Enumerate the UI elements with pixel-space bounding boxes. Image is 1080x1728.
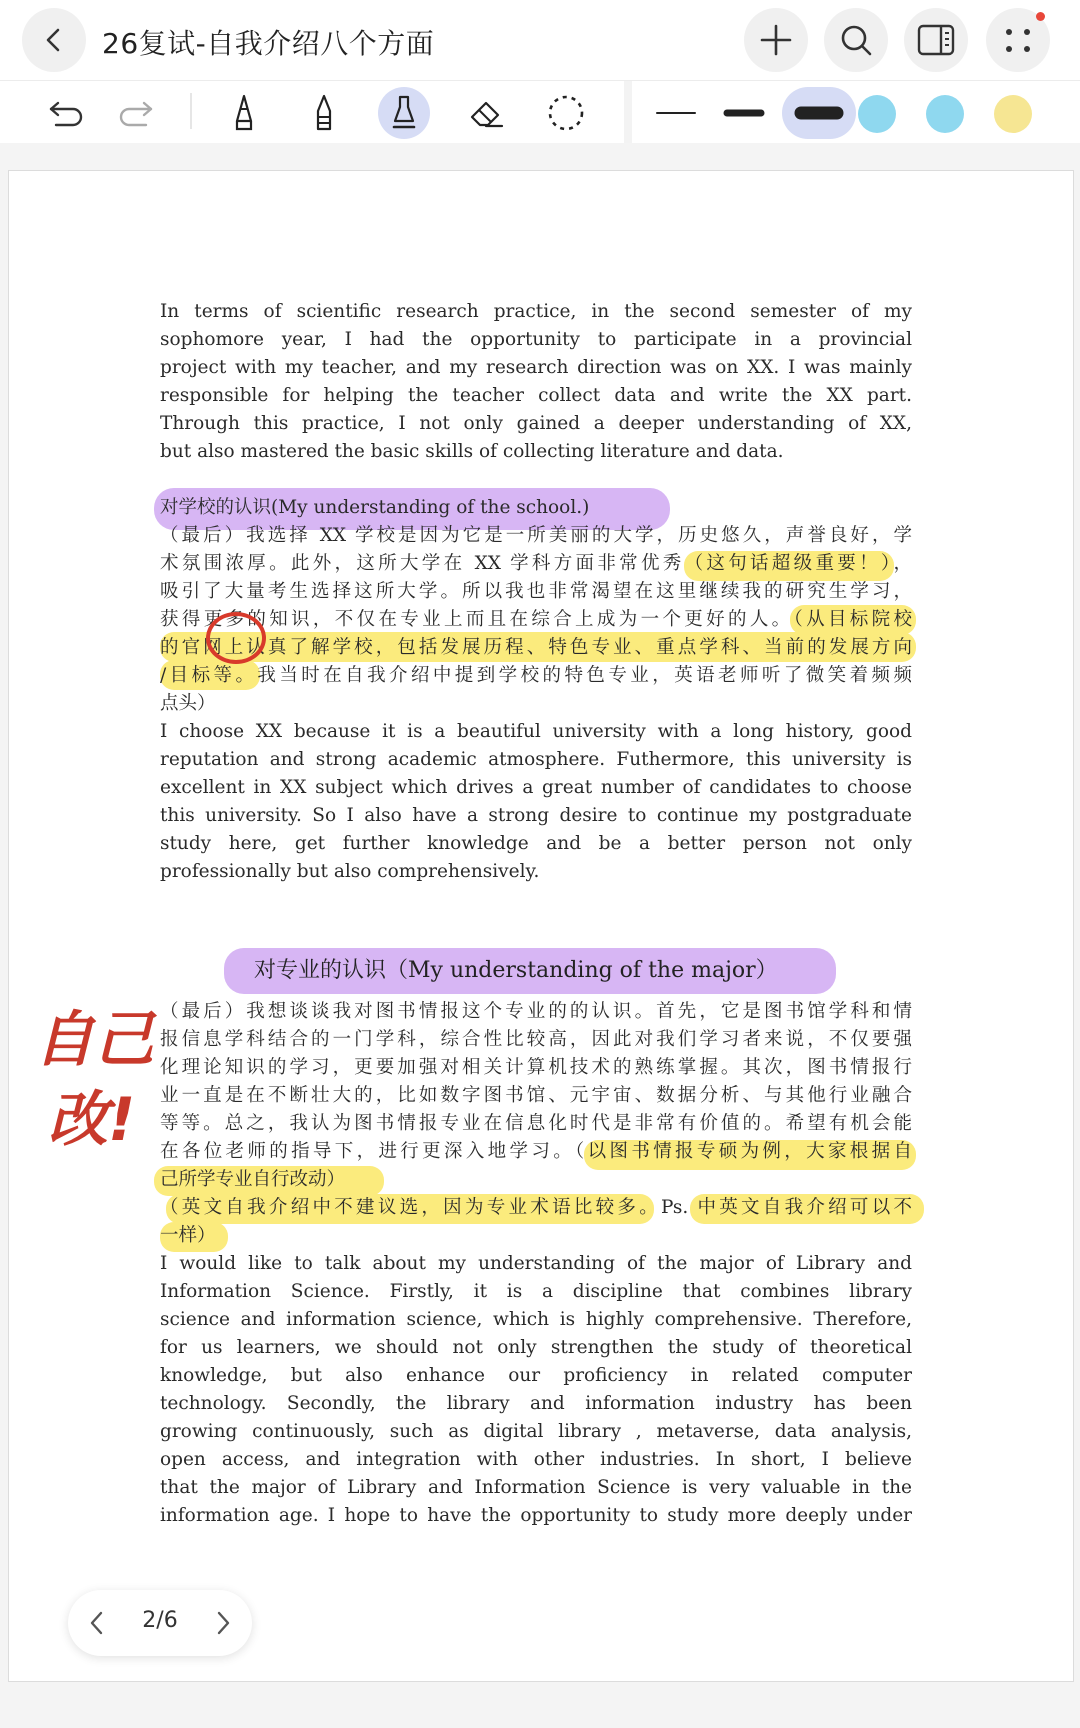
text-line: I choose XX because it is a beautiful university with a long history, good	[160, 721, 912, 742]
stroke-medium-icon	[722, 106, 766, 120]
text-line: science and information science, which is highly comprehensive. Therefore,	[160, 1309, 912, 1330]
plus-icon	[758, 22, 794, 58]
text-line: this university. So I also have a strong desire to continue my postgraduate	[160, 805, 912, 826]
chevron-right-icon	[212, 1610, 234, 1636]
eraser-icon	[466, 95, 506, 131]
text-line: 的官网上认真了解学校，包括发展历程、特色专业、重点学科、当前的发展方向	[160, 637, 912, 658]
color-swatch-cyan[interactable]	[926, 95, 964, 133]
sidebar-layout-icon	[917, 23, 955, 57]
section-heading: 对学校的认识(My understanding of the school.)	[160, 497, 590, 518]
text-line: （最后）我选择 XX 学校是因为它是一所美丽的大学，历史悠久，声誉良好，学	[160, 525, 912, 546]
stroke-thick[interactable]	[782, 87, 856, 139]
text-line: Through this practice, I not only gained a deeper understanding of XX,	[160, 413, 912, 434]
text-line: sophomore year, I had the opportunity to participate in a provincial	[160, 329, 912, 350]
layout-button[interactable]	[904, 8, 968, 72]
eraser-tool[interactable]	[460, 87, 512, 139]
text-line: 己所学专业自行改动）	[160, 1169, 346, 1190]
text-line: project with my teacher, and my research direction was on XX. I was mainly	[160, 357, 912, 378]
back-button[interactable]	[22, 8, 86, 72]
lasso-icon	[546, 93, 586, 133]
text-line: 化理论知识的学习，更要加强对相关计算机技术的熟练掌握。其次，图书情报行	[160, 1057, 912, 1078]
text-line: /目标等。我当时在自我介绍中提到学校的特色专业，英语老师听了微笑着频频	[160, 665, 912, 686]
lasso-tool[interactable]	[540, 87, 592, 139]
text-line: study here, get further knowledge and be a better person not only	[160, 833, 912, 854]
text-line: 术氛围浓厚。此外，这所大学在 XX 学科方面非常优秀（这句话超级重要！），	[160, 553, 912, 574]
pen-tool[interactable]	[218, 87, 270, 139]
top-bar	[0, 0, 1080, 80]
text-line: Information Science. Firstly, it is a discipline that combines library	[160, 1281, 912, 1302]
text-line: （最后）我想谈谈我对图书情报这个专业的的认识。首先，它是图书馆学科和情	[160, 1001, 912, 1022]
text-line: technology. Secondly, the library and information industry has been	[160, 1393, 912, 1414]
pen-icon	[229, 93, 259, 133]
search-icon	[838, 22, 874, 58]
toolbar-divider	[190, 93, 192, 129]
text-line: for us learners, we should not only strengthen the study of theoretical	[160, 1337, 912, 1358]
text-line: In terms of scientific research practice, in the second semester of my	[160, 301, 912, 322]
text-line: 等等。总之，我认为图书情报专业在信息化时代是非常有价值的。希望有机会能	[160, 1113, 912, 1134]
redo-icon	[116, 97, 156, 129]
stroke-thick-icon	[794, 103, 844, 123]
prev-page-button[interactable]	[78, 1604, 116, 1642]
pencil-icon	[309, 93, 339, 133]
drawing-toolbar	[0, 80, 1080, 143]
page-navigator	[68, 1590, 252, 1656]
pencil-tool[interactable]	[298, 87, 350, 139]
page-indicator: 2/6	[142, 1608, 178, 1633]
stroke-medium[interactable]	[716, 87, 772, 139]
color-swatch-yellow[interactable]	[994, 95, 1032, 133]
text-line: knowledge, but also enhance our proficiency in related computer	[160, 1365, 912, 1386]
text-line: 业一直是在不断壮大的，比如数字图书馆、元宇宙、数据分析、与其他行业融合	[160, 1085, 912, 1106]
text-line: but also mastered the basic skills of collecting literature and data.	[160, 441, 784, 462]
chevron-left-icon	[39, 25, 69, 55]
text-line: 报信息学科结合的一门学科，综合性比较高，因此对我们学习者来说，不仅要强	[160, 1029, 912, 1050]
text-line: responsible for helping the teacher collect data and write the XX part.	[160, 385, 912, 406]
text-line: open access, and integration with other industries. In short, I believe	[160, 1449, 912, 1470]
undo-button[interactable]	[40, 87, 92, 139]
text-line: 在各位老师的指导下，进行更深入地学习。（以图书情报专硕为例，大家根据自	[160, 1141, 912, 1162]
text-line: （英文自我介绍中不建议选，因为专业术语比较多。Ps. 中英文自我介绍可以不	[160, 1197, 912, 1218]
next-page-button[interactable]	[204, 1604, 242, 1642]
text-line: 获得更多的知识，不仅在专业上而且在综合上成为一个更好的人。（从目标院校	[160, 609, 912, 630]
text-line: information age. I hope to have the opportunity to study more deeply under	[160, 1505, 912, 1526]
text-line: professionally but also comprehensively.	[160, 861, 540, 882]
more-dots-icon	[1001, 23, 1035, 57]
stroke-thin-icon	[654, 108, 698, 118]
undo-icon	[46, 97, 86, 129]
text-line: growing continuously, such as digital library , metaverse, data analysis,	[160, 1421, 912, 1442]
notification-dot	[1036, 12, 1045, 21]
text-line: 一样）	[160, 1225, 216, 1246]
stroke-thin[interactable]	[648, 87, 704, 139]
handwritten-note	[34, 1000, 154, 1160]
redo-button[interactable]	[110, 87, 162, 139]
handwritten-circle	[206, 612, 266, 664]
text-line: I would like to talk about my understanding of the major of Library and	[160, 1253, 912, 1274]
chevron-left-icon	[86, 1610, 108, 1636]
highlighter-tool[interactable]	[378, 87, 430, 139]
handwritten-line: 改!	[48, 1085, 136, 1155]
color-swatch-blue[interactable]	[858, 95, 896, 133]
text-line: 吸引了大量考生选择这所大学。所以我也非常渴望在这里继续我的研究生学习，	[160, 581, 912, 602]
document-title: 26复试-自我介绍八个方面	[102, 27, 435, 60]
handwritten-line: 自己	[34, 1005, 154, 1075]
text-line: 点头）	[160, 693, 216, 714]
section-heading: 对专业的认识（My understanding of the major）	[254, 958, 778, 983]
text-line: that the major of Library and Information Science is very valuable in the	[160, 1477, 912, 1498]
add-button[interactable]	[744, 8, 808, 72]
text-line: reputation and strong academic atmosphere. Futhermore, this university is	[160, 749, 912, 770]
highlighter-icon	[389, 93, 419, 133]
search-button[interactable]	[824, 8, 888, 72]
text-line: excellent in XX subject which drives a great number of candidates to choose	[160, 777, 912, 798]
toolbar-divider	[624, 81, 632, 143]
